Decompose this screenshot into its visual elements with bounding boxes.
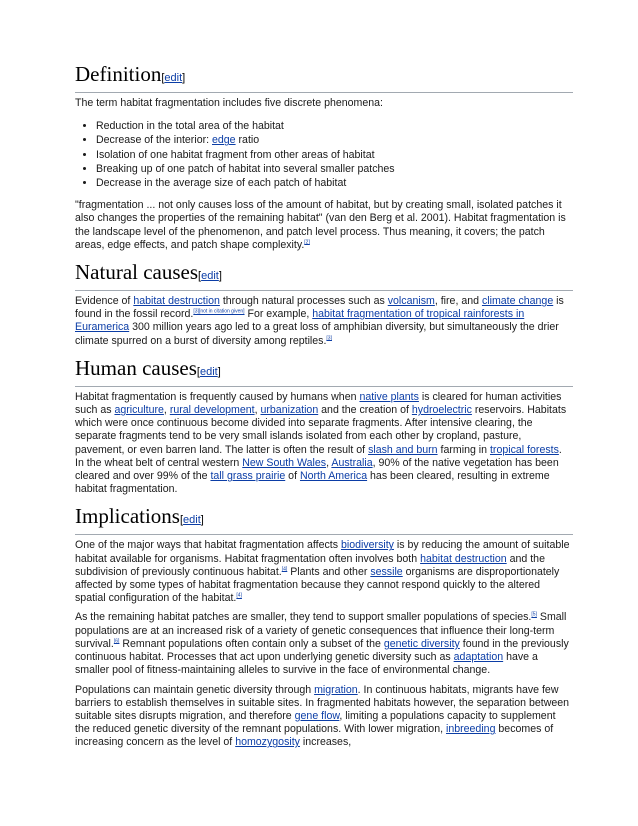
list-item: • Decrease of the interior: edge ratio (96, 134, 573, 147)
link-tall-grass-prairie[interactable]: tall grass prairie (210, 470, 286, 483)
link-urbanization[interactable]: urbanization (260, 404, 319, 417)
link-climate-change[interactable]: climate change (481, 295, 554, 308)
link-genetic-diversity[interactable]: genetic diversity (383, 637, 460, 650)
list-item: • Isolation of one habitat fragment from other areas of habitat (96, 149, 573, 162)
link-homozygosity[interactable]: homozygosity (235, 736, 300, 749)
edit-link-wrapper: [edit] (198, 270, 222, 283)
edit-link-wrapper: [edit] (179, 514, 204, 527)
link-volcanism[interactable]: volcanism (387, 295, 435, 308)
natural-causes-paragraph: Evidence of habitat destruction through natural processes such as volcanism, fire, and climate change is found in the fossil record.[3][not in citation given] For example, habitat fragmentation of tropical rainforests in Euramerica 300 million years ago led to a great loss of amphibian diversity, but simultaneously the drier climate spurred on a burst of diversity among reptiles.[3] (75, 295, 564, 347)
implications-paragraph-2: As the remaining habitat patches are smaller, they tend to support smaller populations of species.[5] Small populations are at an increased risk of a variety of genetic consequences that influence their long-term survival.[6] Remnant populations often contain only a subset of the genetic diversity found in the previously continuous habitat. Processes that act upon underlying genetic diversity such as adaptation have a smaller pool of fitness-maintaining alleles to survive in the face of environmental change. (75, 611, 569, 677)
implications-paragraph-1: One of the major ways that habitat fragmentation affects biodiversity is by reducing the amount of suitable habitat available for organisms. Habitat fragmentation often involves both habitat destruction and the subdivision of previously continuous habitat.[4] Plants and other sessile organisms are disproportionately affected by some types of habitat fragmentation because they cannot respond quickly to the altered spatial configuration of the habitat.[4] (75, 539, 570, 605)
edit-link-wrapper: [edit] (196, 365, 221, 378)
link-habitat-destruction[interactable]: habitat destruction (133, 295, 220, 308)
link-edge[interactable]: edge (212, 134, 236, 147)
citation-link[interactable]: [3][not in citation given] (193, 308, 245, 315)
edit-link-wrapper: [edit] (161, 72, 186, 84)
section-heading-human-causes: Human causes[edit] (75, 356, 573, 387)
section-heading-implications: Implications[edit] (75, 504, 573, 535)
link-new-south-wales[interactable]: New South Wales (242, 456, 327, 469)
citation-link[interactable]: [5] (531, 611, 537, 618)
link-inbreeding[interactable]: inbreeding (445, 723, 496, 736)
link-adaptation[interactable]: adaptation (453, 651, 504, 664)
link-slash-and-burn[interactable]: slash and burn (368, 443, 438, 456)
link-biodiversity[interactable]: biodiversity (340, 539, 394, 552)
link-gene-flow[interactable]: gene flow (294, 709, 340, 722)
link-hydroelectric[interactable]: hydroelectric (411, 404, 472, 417)
list-item: • Decrease in the average size of each patch of habitat (96, 177, 573, 190)
implications-paragraph-3: Populations can maintain genetic diversity through migration. In continuous habitats, migrants have few barriers to establish themselves in suitable sites. In fragmented habitats however, the separation between suitable sites disrupts migration, and therefore gene flow, limiting a populations capacity to supplement the reduced genetic diversity of the remnant populations. With lower migration, inbreeding becomes of increasing concern as the level of homozygosity increases, (75, 683, 570, 749)
link-sessile[interactable]: sessile (370, 565, 403, 578)
definition-intro: The term habitat fragmentation includes five discrete phenomena: (75, 97, 383, 109)
edit-link-definition[interactable]: edit (164, 72, 183, 84)
citation-link[interactable]: [4] (236, 592, 242, 599)
edit-link-natural-causes[interactable]: edit (201, 270, 219, 283)
edit-link-implications[interactable]: edit (183, 514, 201, 527)
article-body (75, 62, 573, 754)
citation-link[interactable]: [3] (326, 335, 332, 342)
link-agriculture[interactable]: agriculture (114, 404, 164, 417)
link-rural-development[interactable]: rural development (169, 404, 255, 417)
link-migration[interactable]: migration (314, 683, 358, 696)
list-item: • Breaking up of one patch of habitat into several smaller patches (96, 163, 573, 176)
section-heading-natural-causes: Natural causes[edit] (75, 260, 573, 291)
citation-link[interactable]: [6] (113, 638, 120, 645)
link-habitat-destruction[interactable]: habitat destruction (420, 552, 507, 565)
list-item: • Reduction in the total area of the habitat (96, 120, 573, 133)
section-heading-definition: Definition[edit] (75, 62, 573, 93)
link-australia[interactable]: Australia (331, 456, 373, 469)
definition-quote: "fragmentation ... not only causes loss of the amount of habitat, but by creating small, isolated patches it also changes the properties of the remaining habitat" (van den Berg et al. 2001). Habitat fragmentation is the landscape level of the phenomenon, and patch level process. Thus meaning, it covers; the patch areas, edge effects, and patch shape complexity.[2] (75, 199, 566, 251)
edit-link-human-causes[interactable]: edit (199, 365, 218, 378)
link-north-america[interactable]: North America (299, 470, 368, 483)
phenomena-list (75, 120, 573, 190)
citation-link[interactable]: [2] (304, 239, 310, 246)
link-native-plants[interactable]: native plants (359, 390, 419, 403)
link-tropical-forests[interactable]: tropical forests (489, 443, 559, 456)
human-causes-paragraph: Habitat fragmentation is frequently caused by humans when native plants is cleared for human activities such as agriculture, rural development, urbanization and the creation of hydroelectric reservoirs. Habitats which were once continuous become divided into separate fragments. After intensive clearing, the separate fragments tend to be very small islands isolated from each other by cropland, pasture, pavement, or even barren land. The latter is often the result of slash and burn farming in tropical forests. In the wheat belt of central western New South Wales, Australia, 90% of the native vegetation has been cleared and over 99% of the tall grass prairie of North America has been cleared, resulting in extreme habitat fragmentation. (75, 390, 567, 496)
link-rainforest-fragmentation[interactable]: habitat fragmentation of tropical rainforests in Euramerica (75, 308, 525, 334)
citation-link[interactable]: [4] (281, 566, 288, 573)
